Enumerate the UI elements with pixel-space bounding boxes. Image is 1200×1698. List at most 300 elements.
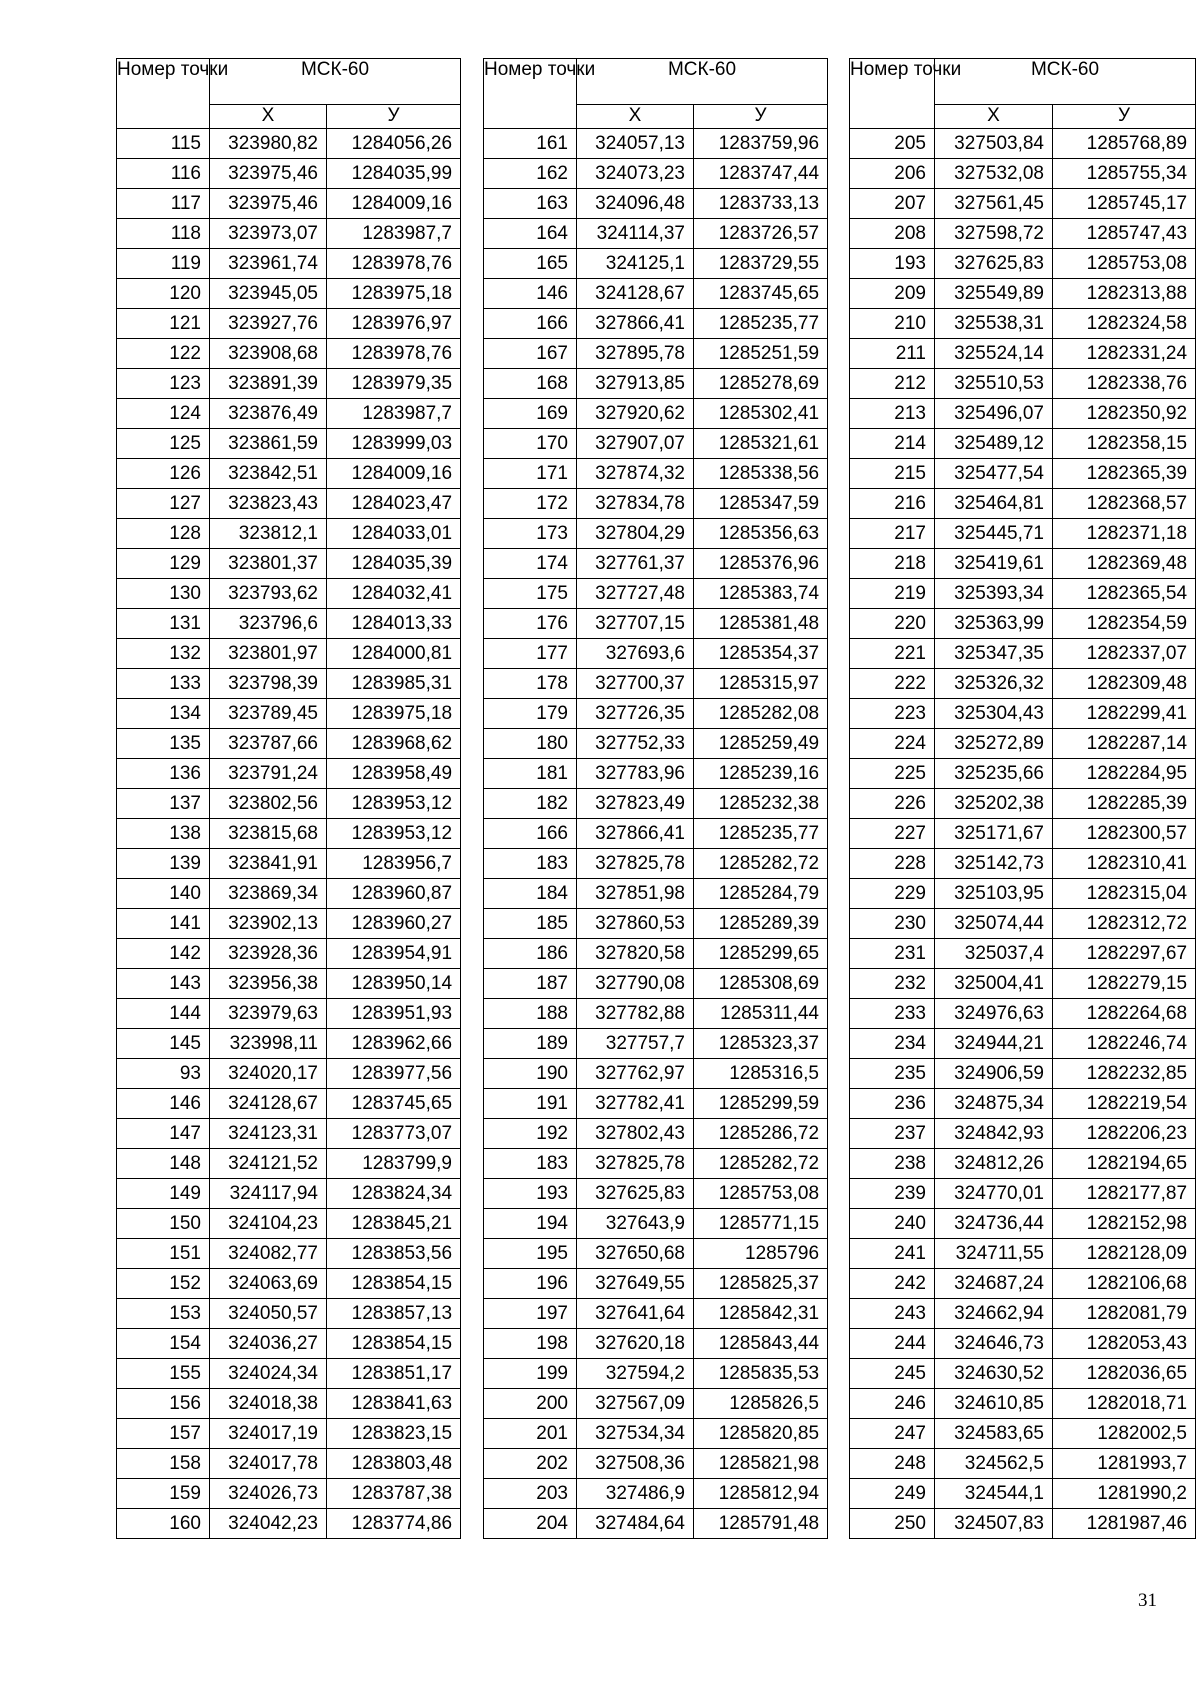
point-number-cell: 137 [117, 789, 210, 819]
x-value-cell: 325496,07 [935, 399, 1053, 429]
x-value-cell: 324082,77 [210, 1239, 327, 1269]
x-value-cell: 323823,43 [210, 489, 327, 519]
x-value-cell: 325004,41 [935, 969, 1053, 999]
x-value-cell: 327762,97 [577, 1059, 694, 1089]
point-number-cell: 214 [850, 429, 935, 459]
table-row [484, 1329, 828, 1359]
point-number-cell: 197 [484, 1299, 577, 1329]
y-value-cell: 1285354,37 [694, 639, 828, 669]
y-value-cell: 1285826,5 [694, 1389, 828, 1419]
y-value-cell: 1283977,56 [327, 1059, 461, 1089]
point-number-cell: 193 [484, 1179, 577, 1209]
table-row [850, 159, 1196, 189]
table-row [117, 1299, 461, 1329]
point-number-cell: 172 [484, 489, 577, 519]
x-value-cell: 327825,78 [577, 1149, 694, 1179]
y-value-cell: 1282300,57 [1053, 819, 1196, 849]
y-value-cell: 1283987,7 [327, 399, 461, 429]
x-value-cell: 324770,01 [935, 1179, 1053, 1209]
point-number-cell: 146 [117, 1089, 210, 1119]
y-value-cell: 1285338,56 [694, 459, 828, 489]
y-column-header: У [1053, 105, 1196, 129]
x-value-cell: 325489,12 [935, 429, 1053, 459]
point-number-cell: 164 [484, 219, 577, 249]
point-number-cell: 207 [850, 189, 935, 219]
x-value-cell: 324073,23 [577, 159, 694, 189]
x-value-cell: 324812,26 [935, 1149, 1053, 1179]
point-number-cell: 213 [850, 399, 935, 429]
x-column-header: Х [210, 105, 327, 129]
table-row [850, 789, 1196, 819]
y-value-cell: 1282368,57 [1053, 489, 1196, 519]
y-value-cell: 1283954,91 [327, 939, 461, 969]
x-value-cell: 323869,34 [210, 879, 327, 909]
y-value-cell: 1283774,86 [327, 1509, 461, 1539]
y-value-cell: 1284035,39 [327, 549, 461, 579]
point-number-cell: 245 [850, 1359, 935, 1389]
y-value-cell: 1283962,66 [327, 1029, 461, 1059]
point-number-cell: 171 [484, 459, 577, 489]
y-value-cell: 1283978,76 [327, 249, 461, 279]
x-value-cell: 327503,84 [935, 129, 1053, 159]
x-value-cell: 323841,91 [210, 849, 327, 879]
point-number-cell: 196 [484, 1269, 577, 1299]
x-value-cell: 327625,83 [935, 249, 1053, 279]
y-value-cell: 1282371,18 [1053, 519, 1196, 549]
table-row [850, 1029, 1196, 1059]
x-value-cell: 325347,35 [935, 639, 1053, 669]
table-row [484, 339, 828, 369]
table-row [484, 219, 828, 249]
point-number-cell: 93 [117, 1059, 210, 1089]
y-value-cell: 1282053,43 [1053, 1329, 1196, 1359]
table-row [484, 309, 828, 339]
x-value-cell: 325202,38 [935, 789, 1053, 819]
y-value-cell: 1285812,94 [694, 1479, 828, 1509]
x-value-cell: 324121,52 [210, 1149, 327, 1179]
point-number-cell: 122 [117, 339, 210, 369]
y-value-cell: 1283851,17 [327, 1359, 461, 1389]
y-value-cell: 1284000,81 [327, 639, 461, 669]
y-column-header: У [327, 105, 461, 129]
table-row [850, 369, 1196, 399]
x-value-cell: 324944,21 [935, 1029, 1053, 1059]
table-row [484, 1239, 828, 1269]
point-number-cell: 204 [484, 1509, 577, 1539]
table-row [850, 519, 1196, 549]
table-row [117, 219, 461, 249]
table-row [484, 669, 828, 699]
point-number-cell: 119 [117, 249, 210, 279]
x-value-cell: 324562,5 [935, 1449, 1053, 1479]
x-value-cell: 324125,1 [577, 249, 694, 279]
y-value-cell: 1285316,5 [694, 1059, 828, 1089]
y-value-cell: 1282369,48 [1053, 549, 1196, 579]
point-number-cell: 219 [850, 579, 935, 609]
point-number-cell: 235 [850, 1059, 935, 1089]
point-number-cell: 128 [117, 519, 210, 549]
y-value-cell: 1285278,69 [694, 369, 828, 399]
y-value-cell: 1282002,5 [1053, 1419, 1196, 1449]
table-row [117, 879, 461, 909]
y-value-cell: 1285282,72 [694, 1149, 828, 1179]
point-number-cell: 199 [484, 1359, 577, 1389]
table-row [484, 1509, 828, 1539]
y-value-cell: 1285825,37 [694, 1269, 828, 1299]
y-value-cell: 1283857,13 [327, 1299, 461, 1329]
x-value-cell: 327567,09 [577, 1389, 694, 1419]
table-row [850, 669, 1196, 699]
table-row [117, 1119, 461, 1149]
point-number-cell: 170 [484, 429, 577, 459]
table-row [484, 1029, 828, 1059]
table-row [850, 999, 1196, 1029]
y-value-cell: 1285356,63 [694, 519, 828, 549]
x-value-cell: 323927,76 [210, 309, 327, 339]
point-number-cell: 148 [117, 1149, 210, 1179]
x-value-cell: 324646,73 [935, 1329, 1053, 1359]
y-value-cell: 1285835,53 [694, 1359, 828, 1389]
x-value-cell: 324662,94 [935, 1299, 1053, 1329]
point-number-cell: 227 [850, 819, 935, 849]
table-row [484, 1479, 828, 1509]
point-number-cell: 183 [484, 1149, 577, 1179]
x-value-cell: 324096,48 [577, 189, 694, 219]
y-value-cell: 1285745,17 [1053, 189, 1196, 219]
table-row [117, 189, 461, 219]
x-value-cell: 324024,34 [210, 1359, 327, 1389]
point-number-cell: 236 [850, 1089, 935, 1119]
table-row [484, 399, 828, 429]
y-value-cell: 1282310,41 [1053, 849, 1196, 879]
point-number-cell: 201 [484, 1419, 577, 1449]
y-value-cell: 1285235,77 [694, 819, 828, 849]
table-row [850, 1479, 1196, 1509]
table-row [484, 249, 828, 279]
y-value-cell: 1283987,7 [327, 219, 461, 249]
table-row [850, 1299, 1196, 1329]
point-number-cell: 232 [850, 969, 935, 999]
point-number-cell: 220 [850, 609, 935, 639]
table-row [484, 1389, 828, 1419]
table-row [850, 339, 1196, 369]
y-value-cell: 1285235,77 [694, 309, 828, 339]
x-value-cell: 325142,73 [935, 849, 1053, 879]
y-value-cell: 1285239,16 [694, 759, 828, 789]
point-number-cell: 195 [484, 1239, 577, 1269]
table-row [484, 1119, 828, 1149]
point-number-cell: 162 [484, 159, 577, 189]
point-number-cell: 121 [117, 309, 210, 339]
point-number-cell: 221 [850, 639, 935, 669]
point-number-cell: 138 [117, 819, 210, 849]
point-number-header: Номер точки [850, 59, 935, 129]
table-row [117, 1209, 461, 1239]
x-value-cell: 325326,32 [935, 669, 1053, 699]
x-value-cell: 323928,36 [210, 939, 327, 969]
x-value-cell: 324063,69 [210, 1269, 327, 1299]
table-row [484, 789, 828, 819]
table-row [117, 1059, 461, 1089]
point-number-cell: 175 [484, 579, 577, 609]
x-value-cell: 323975,46 [210, 189, 327, 219]
x-value-cell: 323998,11 [210, 1029, 327, 1059]
x-value-cell: 323842,51 [210, 459, 327, 489]
y-value-cell: 1285289,39 [694, 909, 828, 939]
y-value-cell: 1283759,96 [694, 129, 828, 159]
y-value-cell: 1285753,08 [694, 1179, 828, 1209]
x-value-cell: 327851,98 [577, 879, 694, 909]
point-number-cell: 143 [117, 969, 210, 999]
point-number-cell: 211 [850, 339, 935, 369]
table-row [117, 1149, 461, 1179]
table-row [117, 1479, 461, 1509]
point-number-cell: 234 [850, 1029, 935, 1059]
y-value-cell: 1282312,72 [1053, 909, 1196, 939]
point-number-cell: 178 [484, 669, 577, 699]
point-number-cell: 167 [484, 339, 577, 369]
table-row [117, 1359, 461, 1389]
point-number-cell: 185 [484, 909, 577, 939]
x-value-cell: 323961,74 [210, 249, 327, 279]
point-number-cell: 176 [484, 609, 577, 639]
table-row [850, 489, 1196, 519]
y-value-cell: 1283823,15 [327, 1419, 461, 1449]
x-value-cell: 323945,05 [210, 279, 327, 309]
y-value-cell: 1285282,08 [694, 699, 828, 729]
table-row [850, 219, 1196, 249]
y-value-cell: 1285259,49 [694, 729, 828, 759]
y-value-cell: 1282206,23 [1053, 1119, 1196, 1149]
x-value-cell: 323801,97 [210, 639, 327, 669]
table-row [850, 639, 1196, 669]
x-value-cell: 323791,24 [210, 759, 327, 789]
y-value-cell: 1283733,13 [694, 189, 828, 219]
y-value-cell: 1285321,61 [694, 429, 828, 459]
table-row [117, 429, 461, 459]
point-number-cell: 184 [484, 879, 577, 909]
x-value-cell: 327561,45 [935, 189, 1053, 219]
x-value-cell: 325363,99 [935, 609, 1053, 639]
table-row [484, 999, 828, 1029]
point-number-cell: 202 [484, 1449, 577, 1479]
x-value-cell: 324906,59 [935, 1059, 1053, 1089]
y-value-cell: 1283960,27 [327, 909, 461, 939]
point-number-cell: 190 [484, 1059, 577, 1089]
table-row [850, 1239, 1196, 1269]
table-row [117, 1239, 461, 1269]
x-value-cell: 327783,96 [577, 759, 694, 789]
y-value-cell: 1283975,18 [327, 279, 461, 309]
y-value-cell: 1285842,31 [694, 1299, 828, 1329]
point-number-cell: 134 [117, 699, 210, 729]
x-value-cell: 327860,53 [577, 909, 694, 939]
x-value-cell: 325477,54 [935, 459, 1053, 489]
y-value-cell: 1282350,92 [1053, 399, 1196, 429]
coordinates-table-1 [116, 58, 461, 1539]
table-row [484, 1089, 828, 1119]
table-row [117, 1329, 461, 1359]
y-value-cell: 1285284,79 [694, 879, 828, 909]
point-number-cell: 145 [117, 1029, 210, 1059]
x-value-cell: 324875,34 [935, 1089, 1053, 1119]
table-row [484, 459, 828, 489]
y-value-cell: 1283803,48 [327, 1449, 461, 1479]
point-number-cell: 203 [484, 1479, 577, 1509]
table-row [117, 129, 461, 159]
x-value-cell: 327641,64 [577, 1299, 694, 1329]
point-number-cell: 191 [484, 1089, 577, 1119]
y-value-cell: 1282354,59 [1053, 609, 1196, 639]
x-value-cell: 325524,14 [935, 339, 1053, 369]
point-number-cell: 168 [484, 369, 577, 399]
point-number-cell: 159 [117, 1479, 210, 1509]
point-number-cell: 151 [117, 1239, 210, 1269]
x-value-cell: 327534,34 [577, 1419, 694, 1449]
table-row [850, 1179, 1196, 1209]
x-value-cell: 323902,13 [210, 909, 327, 939]
x-value-cell: 327802,43 [577, 1119, 694, 1149]
y-value-cell: 1285299,65 [694, 939, 828, 969]
y-value-cell: 1284056,26 [327, 129, 461, 159]
table-row [117, 489, 461, 519]
x-value-cell: 324610,85 [935, 1389, 1053, 1419]
y-value-cell: 1284013,33 [327, 609, 461, 639]
y-value-cell: 1282313,88 [1053, 279, 1196, 309]
y-value-cell: 1285251,59 [694, 339, 828, 369]
table-row [484, 729, 828, 759]
point-number-cell: 117 [117, 189, 210, 219]
point-number-cell: 129 [117, 549, 210, 579]
x-value-cell: 323801,37 [210, 549, 327, 579]
x-value-cell: 323815,68 [210, 819, 327, 849]
table-row [484, 909, 828, 939]
point-number-cell: 123 [117, 369, 210, 399]
y-value-cell: 1283787,38 [327, 1479, 461, 1509]
point-number-cell: 144 [117, 999, 210, 1029]
x-value-cell: 327907,07 [577, 429, 694, 459]
point-number-cell: 142 [117, 939, 210, 969]
point-number-cell: 153 [117, 1299, 210, 1329]
x-value-cell: 324842,93 [935, 1119, 1053, 1149]
point-number-cell: 147 [117, 1119, 210, 1149]
y-value-cell: 1285383,74 [694, 579, 828, 609]
y-value-cell: 1281990,2 [1053, 1479, 1196, 1509]
point-number-cell: 247 [850, 1419, 935, 1449]
table-row [117, 519, 461, 549]
x-value-cell: 324128,67 [577, 279, 694, 309]
table-row [850, 549, 1196, 579]
y-value-cell: 1285282,72 [694, 849, 828, 879]
x-value-cell: 324026,73 [210, 1479, 327, 1509]
table-row [850, 1449, 1196, 1479]
point-number-cell: 135 [117, 729, 210, 759]
y-column-header: У [694, 105, 828, 129]
y-value-cell: 1283853,56 [327, 1239, 461, 1269]
point-number-header: Номер точки [117, 59, 210, 129]
y-value-cell: 1283953,12 [327, 789, 461, 819]
y-value-cell: 1283953,12 [327, 819, 461, 849]
table-row [117, 279, 461, 309]
x-value-cell: 324017,78 [210, 1449, 327, 1479]
y-value-cell: 1282081,79 [1053, 1299, 1196, 1329]
table-row [850, 969, 1196, 999]
x-value-cell: 325171,67 [935, 819, 1053, 849]
x-value-cell: 325037,4 [935, 939, 1053, 969]
point-number-cell: 216 [850, 489, 935, 519]
y-value-cell: 1283729,55 [694, 249, 828, 279]
y-value-cell: 1284032,41 [327, 579, 461, 609]
y-value-cell: 1283841,63 [327, 1389, 461, 1419]
point-number-cell: 156 [117, 1389, 210, 1419]
y-value-cell: 1285796 [694, 1239, 828, 1269]
point-number-cell: 120 [117, 279, 210, 309]
x-value-cell: 325538,31 [935, 309, 1053, 339]
y-value-cell: 1283726,57 [694, 219, 828, 249]
table-row [484, 1419, 828, 1449]
x-value-cell: 327620,18 [577, 1329, 694, 1359]
table-row [850, 849, 1196, 879]
y-value-cell: 1283958,49 [327, 759, 461, 789]
y-value-cell: 1282128,09 [1053, 1239, 1196, 1269]
point-number-cell: 163 [484, 189, 577, 219]
x-value-cell: 327508,36 [577, 1449, 694, 1479]
point-number-cell: 218 [850, 549, 935, 579]
point-number-cell: 189 [484, 1029, 577, 1059]
table-row [484, 699, 828, 729]
x-value-cell: 325103,95 [935, 879, 1053, 909]
y-value-cell: 1282036,65 [1053, 1359, 1196, 1389]
table-row [117, 639, 461, 669]
table-row [117, 549, 461, 579]
table-row [850, 1269, 1196, 1299]
y-value-cell: 1283845,21 [327, 1209, 461, 1239]
y-value-cell: 1285771,15 [694, 1209, 828, 1239]
point-number-cell: 237 [850, 1119, 935, 1149]
y-value-cell: 1285820,85 [694, 1419, 828, 1449]
y-value-cell: 1283773,07 [327, 1119, 461, 1149]
table-row [850, 1059, 1196, 1089]
point-number-cell: 222 [850, 669, 935, 699]
table-row [850, 309, 1196, 339]
table-row [850, 399, 1196, 429]
point-number-cell: 116 [117, 159, 210, 189]
table-row [484, 129, 828, 159]
table-row [850, 819, 1196, 849]
point-number-cell: 115 [117, 129, 210, 159]
y-value-cell: 1283854,15 [327, 1329, 461, 1359]
point-number-cell: 161 [484, 129, 577, 159]
x-value-cell: 324036,27 [210, 1329, 327, 1359]
point-number-cell: 225 [850, 759, 935, 789]
y-value-cell: 1282152,98 [1053, 1209, 1196, 1239]
point-number-cell: 136 [117, 759, 210, 789]
table-row [117, 669, 461, 699]
y-value-cell: 1282287,14 [1053, 729, 1196, 759]
point-number-cell: 141 [117, 909, 210, 939]
x-value-cell: 324128,67 [210, 1089, 327, 1119]
x-value-cell: 325464,81 [935, 489, 1053, 519]
point-number-cell: 154 [117, 1329, 210, 1359]
y-value-cell: 1282358,15 [1053, 429, 1196, 459]
table-row [117, 819, 461, 849]
x-value-cell: 327782,41 [577, 1089, 694, 1119]
y-value-cell: 1281993,7 [1053, 1449, 1196, 1479]
x-value-cell: 327790,08 [577, 969, 694, 999]
point-number-cell: 179 [484, 699, 577, 729]
table-row [484, 1299, 828, 1329]
y-value-cell: 1282315,04 [1053, 879, 1196, 909]
